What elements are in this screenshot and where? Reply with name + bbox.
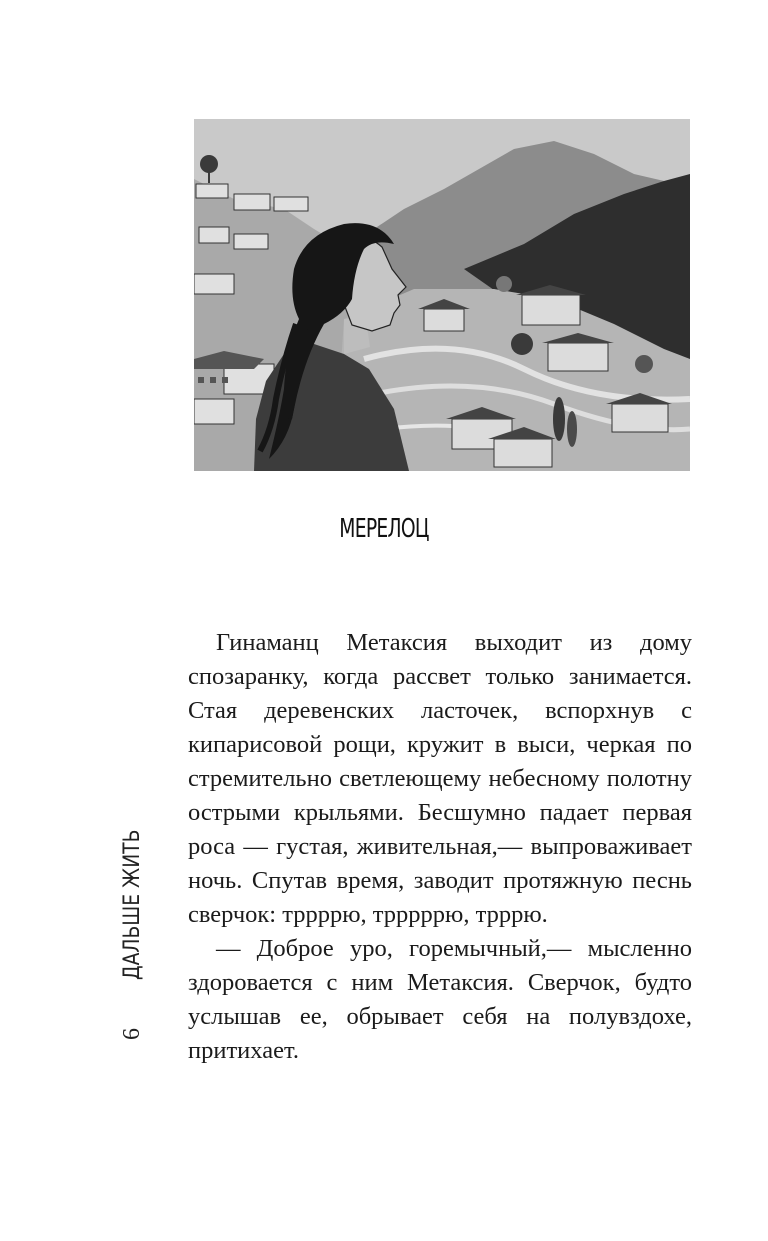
chapter-title: МЕРЕЛОЦ bbox=[339, 514, 429, 544]
paragraph: Гинаманц Метаксия выходит из дому спозаранку, когда рассвет только занимается. Стая деревенских ласточек, вспорхнув с кипарисовой рощи, кружит в выси, черкая по стремительно светлеющему небесному полотну острыми крыльями. Бесшумно падает первая роса — густая, живительная,— выпроваживает ночь. Спутав время, заводит протяжную песнь сверчок: тррррю, трррррю, трррю. bbox=[188, 629, 692, 928]
page-number: 6 bbox=[119, 1028, 145, 1040]
chapter-illustration bbox=[194, 119, 690, 471]
book-title: ДАЛЬШЕ ЖИТЬ bbox=[120, 829, 145, 980]
paragraph: — Доброе уро, горемычный,— мысленно здоровается с ним Метаксия. Сверчок, будто услышав ее, обрывает себя на полувздохе, притихает. bbox=[188, 935, 692, 1064]
body-text bbox=[188, 626, 692, 1068]
village-woman-illustration bbox=[194, 119, 690, 471]
